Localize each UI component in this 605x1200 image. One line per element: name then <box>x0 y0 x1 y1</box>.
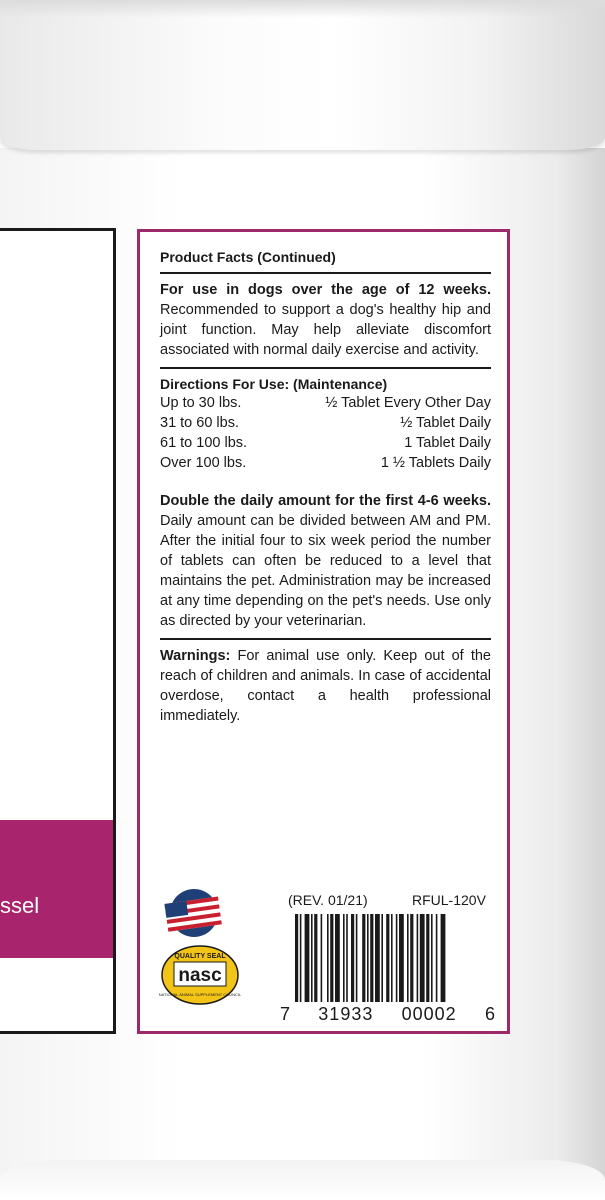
warnings-text: For animal use only. Keep out of the reach of children and animals. In case of accidental overdose, contact a health professional immediately. <box>160 648 491 724</box>
barcode-bar <box>386 914 389 1002</box>
barcode-bar <box>335 914 340 1002</box>
label-content <box>160 248 491 726</box>
barcode-bar <box>370 914 373 1002</box>
barcode-bar <box>295 914 298 1002</box>
barcode-bar <box>311 914 313 1002</box>
dosage-table <box>160 393 491 473</box>
directions-heading: Directions For Use: (Maintenance) <box>160 376 388 392</box>
magenta-band <box>0 820 113 958</box>
dosage-row <box>160 413 491 433</box>
dose-weight: 61 to 100 lbs. <box>160 435 248 451</box>
dose-weight: Up to 30 lbs. <box>160 395 242 411</box>
barcode-bar <box>343 914 345 1002</box>
barcode-bar <box>356 914 358 1002</box>
product-facts-heading: Product Facts (Continued) <box>160 249 336 265</box>
dose-weight: 31 to 60 lbs. <box>160 415 239 431</box>
barcode-bar <box>381 914 383 1002</box>
barcode-bar <box>436 914 438 1002</box>
seal-bottom-text: NATIONAL ANIMAL SUPPLEMENT COUNCIL <box>158 992 242 997</box>
dosage-row <box>160 453 491 473</box>
barcode-bar <box>410 914 413 1002</box>
barcode-bar <box>375 914 380 1002</box>
bottle-bottom <box>0 1160 605 1200</box>
cap-shade <box>0 0 605 18</box>
double-dose-paragraph <box>160 491 491 631</box>
warnings-paragraph <box>160 646 491 726</box>
barcode-digit-first: 7 <box>280 1004 291 1024</box>
back-label <box>137 229 510 1034</box>
double-text: Daily amount can be divided between AM and PM. After the initial four to six week period the number of tablets can often be reduced to a level that maintains the pet. Administration may be increased at any time depending on the pet's needs. Use only as directed by your veterinarian. <box>160 513 491 629</box>
use-intro-bold: For use in dogs over the age of 12 weeks. <box>160 282 491 298</box>
us-flag-icon <box>160 888 228 938</box>
barcode-bar <box>300 914 302 1002</box>
barcode-bar <box>351 914 354 1002</box>
warnings-bold: Warnings: <box>160 648 231 664</box>
barcode-bar <box>346 914 348 1002</box>
product-code: RFUL-120V <box>412 892 486 908</box>
seal-top-text: QUALITY SEAL <box>174 953 226 960</box>
dose-weight: Over 100 lbs. <box>160 455 247 471</box>
bottle-cap <box>0 0 605 150</box>
dosage-row <box>160 433 491 453</box>
dose-amount: ½ Tablet Every Other Day <box>325 395 491 411</box>
barcode-digit-last: 6 <box>484 1004 495 1024</box>
barcode-bar <box>441 914 446 1002</box>
barcode-digits <box>280 1004 495 1025</box>
barcode-bar <box>407 914 409 1002</box>
divider <box>160 272 491 274</box>
use-intro-text: Recommended to support a dog's healthy hip and joint function. May help alleviate discomfort associated with normal daily exercise and activity. <box>160 302 491 358</box>
dose-amount: 1 ½ Tablets Daily <box>380 455 491 471</box>
barcode-bar <box>396 914 398 1002</box>
barcode-bar <box>330 914 333 1002</box>
divider <box>160 367 491 369</box>
band-text: ssel <box>0 893 40 918</box>
barcode-bar <box>431 914 433 1002</box>
barcode-bar <box>367 914 369 1002</box>
barcode-bar <box>420 914 425 1002</box>
divider <box>160 638 491 640</box>
barcode-bar <box>327 914 329 1002</box>
barcode-bar <box>426 914 429 1002</box>
barcode-bar <box>391 914 393 1002</box>
barcode-bar <box>314 914 317 1002</box>
dosage-row <box>160 393 491 413</box>
barcode-bar <box>321 914 323 1002</box>
barcode-digits-left: 31933 <box>318 1004 374 1024</box>
double-bold: Double the daily amount for the first 4-6 weeks. <box>160 493 491 509</box>
barcode-bar <box>305 914 310 1002</box>
barcode-bar <box>399 914 404 1002</box>
dose-amount: 1 Tablet Daily <box>404 435 491 451</box>
use-paragraph <box>160 280 491 360</box>
barcode-bar <box>417 914 419 1002</box>
dose-amount: ½ Tablet Daily <box>400 415 491 431</box>
revision-text: (REV. 01/21) <box>288 892 368 908</box>
upc-barcode <box>295 914 491 1002</box>
nasc-quality-seal-icon <box>160 944 240 1006</box>
barcode-bar <box>362 914 365 1002</box>
seal-logo-text: nasc <box>178 965 222 986</box>
barcode-digits-right: 00002 <box>401 1004 457 1024</box>
